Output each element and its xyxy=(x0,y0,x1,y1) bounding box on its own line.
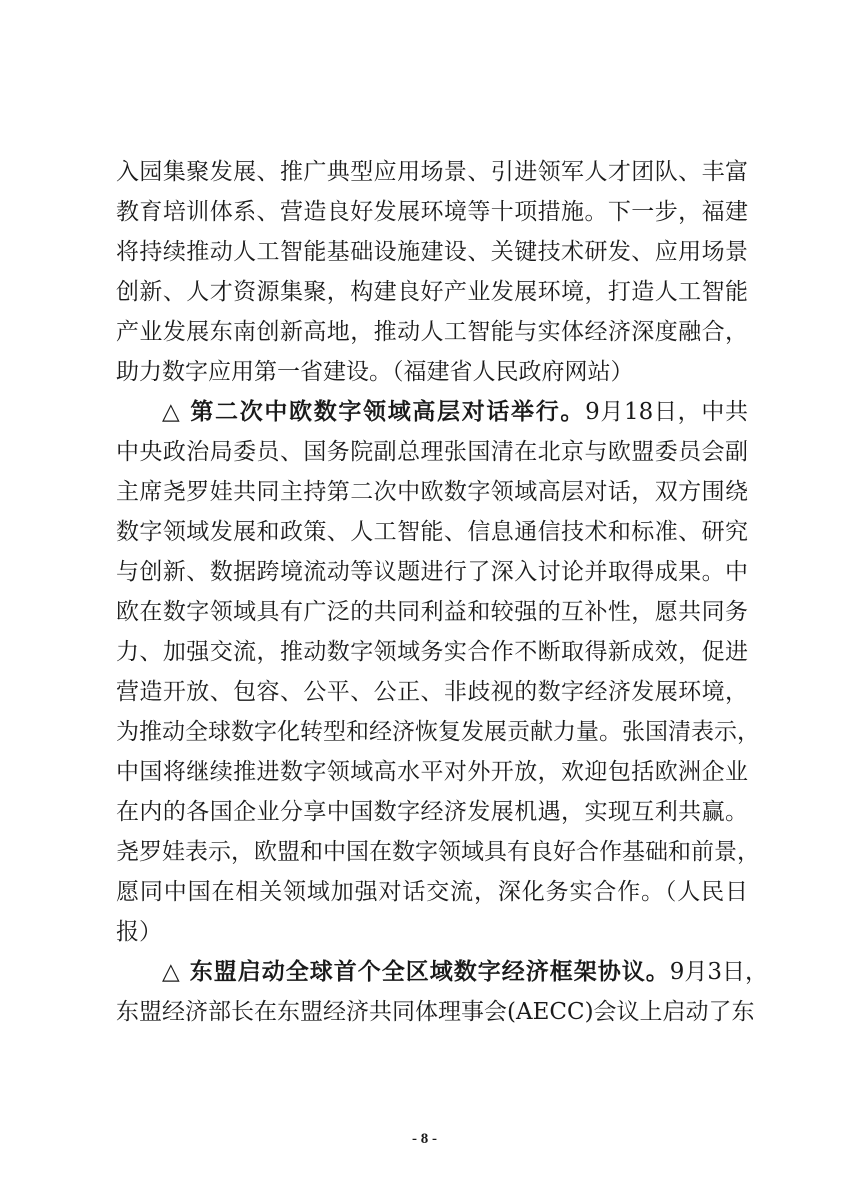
headline-line xyxy=(116,392,748,432)
triangle-bullet-icon: △ xyxy=(162,959,180,985)
body-line: 在内的各国企业分享中国数字经济发展机遇，实现互利共赢。 xyxy=(116,799,748,825)
body-line: 与创新、数据跨境流动等议题进行了深入讨论并取得成果。中 xyxy=(116,559,748,585)
body-line: 入园集聚发展、推广典型应用场景、引进领军人才团队、丰富 xyxy=(116,159,748,185)
headline-line xyxy=(116,952,768,992)
body-line: 教育培训体系、营造良好发展环境等十项措施。下一步，福建 xyxy=(116,199,748,225)
body-line: 创新、人才资源集聚，构建良好产业发展环境，打造人工智能 xyxy=(116,279,748,305)
body-text: 9月18日，中共 xyxy=(585,399,748,425)
paragraph-fujian-ai xyxy=(116,152,748,392)
body-line: 中国将继续推进数字领域高水平对外开放，欢迎包括欧洲企业 xyxy=(116,759,748,785)
body-line: 尧罗娃表示，欧盟和中国在数字领域具有良好合作基础和前景， xyxy=(116,839,760,865)
body-line: 产业发展东南创新高地，推动人工智能与实体经济深度融合， xyxy=(116,319,748,345)
body-line: 力、加强交流，推动数字领域务实合作不断取得新成效，促进 xyxy=(116,639,748,665)
body-line: 数字领域发展和政策、人工智能、信息通信技术和标准、研究 xyxy=(116,519,748,545)
body-text: 9月3日， xyxy=(669,959,768,985)
body-line: 为推动全球数字化转型和经济恢复发展贡献力量。张国清表示， xyxy=(116,719,760,745)
body-line: 欧在数字领域具有广泛的共同利益和较强的互补性，愿共同务 xyxy=(116,599,748,625)
document-body xyxy=(116,152,768,1032)
triangle-bullet-icon: △ xyxy=(162,399,181,425)
body-line: 中央政治局委员、国务院副总理张国清在北京与欧盟委员会副 xyxy=(116,439,748,465)
page-number: - 8 - xyxy=(412,1131,437,1147)
news-headline: 东盟启动全球首个全区域数字经济框架协议。 xyxy=(189,959,670,985)
news-headline: 第二次中欧数字领域高层对话举行。 xyxy=(190,399,586,425)
paragraph-asean-deFA xyxy=(116,952,768,1032)
body-line: 将持续推动人工智能基础设施建设、关键技术研发、应用场景 xyxy=(116,239,748,265)
paragraph-china-eu-digital-dialogue xyxy=(116,392,760,952)
body-line: 东盟经济部长在东盟经济共同体理事会(AECC)会议上启动了东 xyxy=(116,999,755,1025)
body-line: 报） xyxy=(116,919,162,945)
body-line: 愿同中国在相关领域加强对话交流，深化务实合作。（人民日 xyxy=(116,879,748,905)
body-line: 主席尧罗娃共同主持第二次中欧数字领域高层对话，双方围绕 xyxy=(116,479,748,505)
body-line: 助力数字应用第一省建设。（福建省人民政府网站） xyxy=(116,359,634,385)
body-line: 营造开放、包容、公平、公正、非歧视的数字经济发展环境， xyxy=(116,679,748,705)
